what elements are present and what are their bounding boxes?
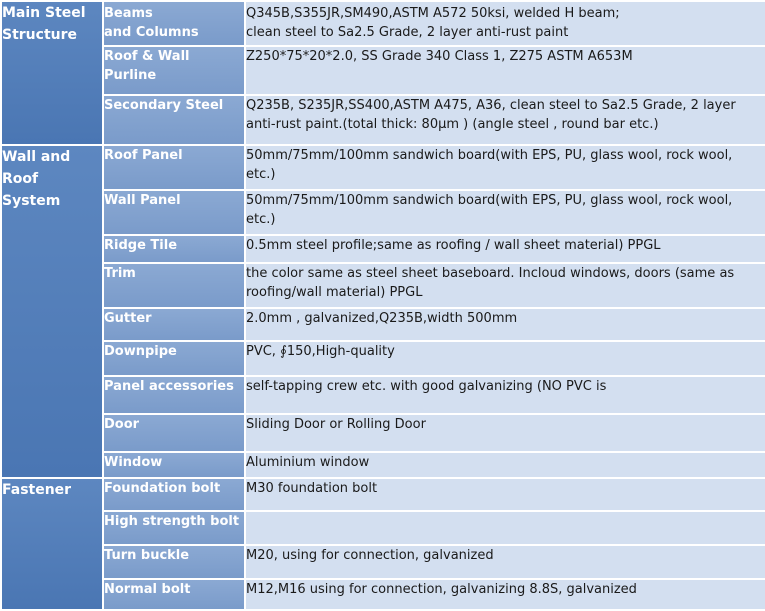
- table-row: [1, 46, 765, 95]
- desc-text: M20, using for connection, galvanized: [246, 548, 494, 563]
- item-label: High strength bolt: [104, 514, 240, 529]
- desc-text: Q235B, S235JR,SS400,ASTM A475, A36, clean steel to Sa2.5 Grade, 2 layer anti-rust paint.(total thick: 80μm ) (angle steel , round bar etc.): [246, 98, 736, 132]
- desc-roof-wall-purline: [245, 46, 765, 95]
- item-ridge-tile: [103, 235, 245, 263]
- desc-turn-buckle: [245, 545, 765, 579]
- item-normal-bolt: [103, 579, 245, 610]
- desc-text: the color same as steel sheet baseboard. Incloud windows, doors (same as roofing/wall material) PPGL: [246, 266, 735, 300]
- item-label: Beams and Columns: [104, 6, 199, 40]
- category-label: Fastener: [2, 482, 72, 498]
- item-label: Wall Panel: [104, 193, 181, 208]
- item-label: Trim: [104, 266, 136, 281]
- table-row: [1, 235, 765, 263]
- item-label: Roof & Wall Purline: [104, 49, 190, 83]
- desc-text: Sliding Door or Rolling Door: [246, 417, 426, 432]
- item-label: Foundation bolt: [104, 481, 221, 496]
- item-high-strength-bolt: [103, 511, 245, 545]
- item-label: Gutter: [104, 311, 152, 326]
- desc-panel-accessories: [245, 376, 765, 414]
- desc-downpipe: [245, 341, 765, 376]
- desc-high-strength-bolt: [245, 511, 765, 545]
- table-row: [1, 579, 765, 610]
- desc-window: [245, 452, 765, 478]
- desc-normal-bolt: [245, 579, 765, 610]
- item-label: Window: [104, 455, 163, 470]
- category-label: Main Steel Structure: [2, 5, 86, 43]
- desc-text: 0.5mm steel profile;same as roofing / wall sheet material) PPGL: [246, 238, 661, 253]
- table-row: [1, 190, 765, 235]
- item-label: Secondary Steel: [104, 98, 224, 113]
- desc-text: 50mm/75mm/100mm sandwich board(with EPS, PU, glass wool, rock wool, etc.): [246, 193, 733, 227]
- item-label: Ridge Tile: [104, 238, 178, 253]
- item-label: Normal bolt: [104, 582, 191, 597]
- item-roof-wall-purline: [103, 46, 245, 95]
- item-label: Door: [104, 417, 140, 432]
- desc-wall-panel: [245, 190, 765, 235]
- desc-ridge-tile: [245, 235, 765, 263]
- item-wall-panel: [103, 190, 245, 235]
- desc-text: Z250*75*20*2.0, SS Grade 340 Class 1, Z275 ASTM A653M: [246, 49, 633, 64]
- item-label: Turn buckle: [104, 548, 190, 563]
- item-door: [103, 414, 245, 452]
- table-row: [1, 414, 765, 452]
- desc-beams-columns: [245, 1, 765, 46]
- table-row: [1, 376, 765, 414]
- table-row: [1, 308, 765, 341]
- desc-roof-panel: [245, 145, 765, 190]
- category-label: Wall and Roof System: [2, 149, 71, 209]
- desc-text: self-tapping crew etc. with good galvanizing (NO PVC is: [246, 379, 607, 394]
- desc-trim: [245, 263, 765, 308]
- category-fastener: [1, 478, 103, 610]
- item-roof-panel: [103, 145, 245, 190]
- table-row: [1, 1, 765, 46]
- desc-text: PVC, ∮150,High-quality: [246, 344, 395, 359]
- table-row: [1, 145, 765, 190]
- item-window: [103, 452, 245, 478]
- item-turn-buckle: [103, 545, 245, 579]
- desc-secondary-steel: [245, 95, 765, 145]
- table-row: [1, 341, 765, 376]
- desc-text: Aluminium window: [246, 455, 370, 470]
- item-trim: [103, 263, 245, 308]
- category-wall-roof-system: [1, 145, 103, 478]
- desc-foundation-bolt: [245, 478, 765, 511]
- category-main-steel-structure: [1, 1, 103, 145]
- item-panel-accessories: [103, 376, 245, 414]
- table-row: [1, 478, 765, 511]
- item-beams-columns: [103, 1, 245, 46]
- table-row: [1, 511, 765, 545]
- item-gutter: [103, 308, 245, 341]
- desc-text: M30 foundation bolt: [246, 481, 378, 496]
- table-row: [1, 95, 765, 145]
- desc-gutter: [245, 308, 765, 341]
- table-row: [1, 545, 765, 579]
- desc-text: Q345B,S355JR,SM490,ASTM A572 50ksi, welded H beam; clean steel to Sa2.5 Grade, 2 layer anti-rust paint: [246, 6, 620, 40]
- item-foundation-bolt: [103, 478, 245, 511]
- desc-text: 2.0mm , galvanized,Q235B,width 500mm: [246, 311, 518, 326]
- item-label: Downpipe: [104, 344, 177, 359]
- item-downpipe: [103, 341, 245, 376]
- table-row: [1, 452, 765, 478]
- desc-text: 50mm/75mm/100mm sandwich board(with EPS, PU, glass wool, rock wool, etc.): [246, 148, 733, 182]
- desc-text: M12,M16 using for connection, galvanizing 8.8S, galvanized: [246, 582, 637, 597]
- item-label: Panel accessories: [104, 379, 234, 394]
- item-secondary-steel: [103, 95, 245, 145]
- desc-door: [245, 414, 765, 452]
- item-label: Roof Panel: [104, 148, 183, 163]
- table-row: [1, 263, 765, 308]
